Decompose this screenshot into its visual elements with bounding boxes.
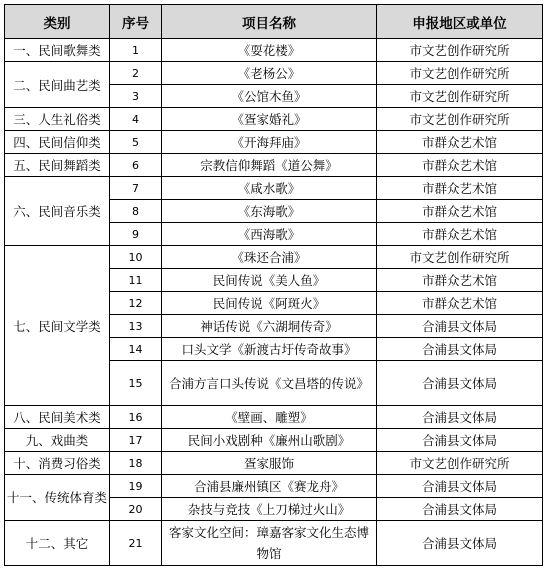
category-cell: 三、人生礼俗类 [5,108,110,131]
unit-cell: 合浦县文体局 [377,361,543,406]
category-cell: 九、戏曲类 [5,429,110,452]
table-header-row [5,5,543,39]
category-cell: 十二、其它 [5,521,110,566]
number-cell: 17 [110,429,162,452]
number-cell: 14 [110,338,162,361]
unit-cell: 市群众艺术馆 [377,292,543,315]
number-cell: 2 [110,62,162,85]
unit-cell: 合浦县文体局 [377,338,543,361]
unit-cell: 合浦县文体局 [377,315,543,338]
unit-cell: 市文艺创作研究所 [377,39,543,62]
unit-cell: 合浦县文体局 [377,406,543,429]
table-row [5,154,543,177]
number-cell: 4 [110,108,162,131]
unit-cell: 市文艺创作研究所 [377,246,543,269]
project-name-cell: 《西海歌》 [162,223,377,246]
header-number: 序号 [110,5,162,39]
unit-cell: 市群众艺术馆 [377,269,543,292]
number-cell: 19 [110,475,162,498]
project-name-cell: 《咸水歌》 [162,177,377,200]
table-row [5,39,543,62]
category-cell: 二、民间曲艺类 [5,62,110,108]
project-name-cell: 《东海歌》 [162,200,377,223]
project-name-cell: 神话传说《六湖垌传奇》 [162,315,377,338]
number-cell: 9 [110,223,162,246]
unit-cell: 合浦县文体局 [377,498,543,521]
unit-cell: 市群众艺术馆 [377,200,543,223]
unit-cell: 市文艺创作研究所 [377,452,543,475]
number-cell: 21 [110,521,162,566]
unit-cell: 市文艺创作研究所 [377,85,543,108]
table-row [5,131,543,154]
number-cell: 11 [110,269,162,292]
table-row [5,246,543,269]
number-cell: 18 [110,452,162,475]
number-cell: 12 [110,292,162,315]
number-cell: 10 [110,246,162,269]
project-name-cell: 民间小戏剧种《廉州山歌剧》 [162,429,377,452]
category-cell: 八、民间美术类 [5,406,110,429]
table-row [5,452,543,475]
table-row [5,108,543,131]
category-cell: 四、民间信仰类 [5,131,110,154]
unit-cell: 市群众艺术馆 [377,131,543,154]
unit-cell: 市群众艺术馆 [377,223,543,246]
header-category: 类别 [5,5,110,39]
heritage-project-table [4,4,543,566]
project-name-cell: 《耍花楼》 [162,39,377,62]
document-page [4,4,543,566]
category-cell: 六、民间音乐类 [5,177,110,246]
project-name-cell: 《老杨公》 [162,62,377,85]
header-unit: 申报地区或单位 [377,5,543,39]
number-cell: 7 [110,177,162,200]
category-cell: 七、民间文学类 [5,246,110,406]
project-name-cell: 《开海拜庙》 [162,131,377,154]
number-cell: 20 [110,498,162,521]
unit-cell: 合浦县文体局 [377,521,543,566]
number-cell: 15 [110,361,162,406]
unit-cell: 市群众艺术馆 [377,177,543,200]
project-name-cell: 合浦县廉州镇区《赛龙舟》 [162,475,377,498]
number-cell: 8 [110,200,162,223]
unit-cell: 市文艺创作研究所 [377,108,543,131]
category-cell: 一、民间歌舞类 [5,39,110,62]
project-name-cell: 民间传说《美人鱼》 [162,269,377,292]
category-cell: 五、民间舞蹈类 [5,154,110,177]
project-name-cell: 杂技与竞技《上刀梯过火山》 [162,498,377,521]
table-row [5,406,543,429]
table-row [5,429,543,452]
table-row [5,521,543,566]
category-cell: 十一、传统体育类 [5,475,110,521]
number-cell: 13 [110,315,162,338]
unit-cell: 市群众艺术馆 [377,154,543,177]
project-name-cell: 宗教信仰舞蹈《道公舞》 [162,154,377,177]
category-cell: 十、消费习俗类 [5,452,110,475]
table-row [5,475,543,498]
number-cell: 6 [110,154,162,177]
project-name-cell: 《疍家婚礼》 [162,108,377,131]
project-name-cell: 疍家服饰 [162,452,377,475]
project-name-cell: 客家文化空间：璋嘉客家文化生态博物馆 [162,521,377,566]
unit-cell: 市文艺创作研究所 [377,62,543,85]
project-name-cell: 《公馆木鱼》 [162,85,377,108]
project-name-cell: 口头文学《新渡古圩传奇故事》 [162,338,377,361]
project-name-cell: 合浦方言口头传说《文昌塔的传说》 [162,361,377,406]
table-row [5,62,543,85]
project-name-cell: 《珠还合浦》 [162,246,377,269]
unit-cell: 合浦县文体局 [377,475,543,498]
number-cell: 5 [110,131,162,154]
project-name-cell: 《壁画、雕塑》 [162,406,377,429]
unit-cell: 合浦县文体局 [377,429,543,452]
table-row [5,177,543,200]
project-name-cell: 民间传说《阿斑火》 [162,292,377,315]
number-cell: 3 [110,85,162,108]
number-cell: 1 [110,39,162,62]
number-cell: 16 [110,406,162,429]
header-project-name: 项目名称 [162,5,377,39]
